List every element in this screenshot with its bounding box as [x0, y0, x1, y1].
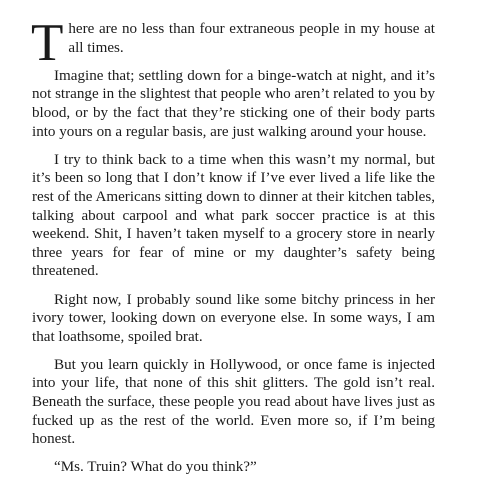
paragraph-3: I try to think back to a time when this wasn’t my normal, but it’s been so long that I don’t know if I’ve ever lived a life like the rest of the Americans sitting down to dinner at their kitchen tables, talking about carpool and what park soccer practice is at this weekend. Shit, I haven’t taken myself to a grocery store in nearly three years for fear of mine or my daughter’s safety being threatened.: [32, 151, 435, 280]
book-page: [31, 14, 435, 477]
drop-cap: T: [31, 14, 64, 72]
paragraph-4: Right now, I probably sound like some bitchy princess in her ivory tower, looking down on everyone else. In some ways, I am that loathsome, spoiled brat.: [32, 291, 435, 345]
paragraph-6: “Ms. Truin? What do you think?”: [54, 459, 257, 476]
paragraph-2: Imagine that; settling down for a binge-watch at night, and it’s not strange in the slightest that people who aren’t related to you by blood, or by the fact that they’re sticking one of their body parts into yours on a regular basis, are just walking around your house.: [32, 67, 435, 140]
paragraph-1: [31, 14, 435, 72]
paragraph-5: But you learn quickly in Hollywood, or once fame is injected into your life, that none of this shit glitters. The gold isn’t real. Beneath the surface, these people you read about have lives just as fucked up as the rest of the world. Even more so, if I’m being honest.: [32, 356, 435, 448]
paragraph-1-text: here are no less than four extraneous people in my house at all times.: [68, 21, 435, 56]
